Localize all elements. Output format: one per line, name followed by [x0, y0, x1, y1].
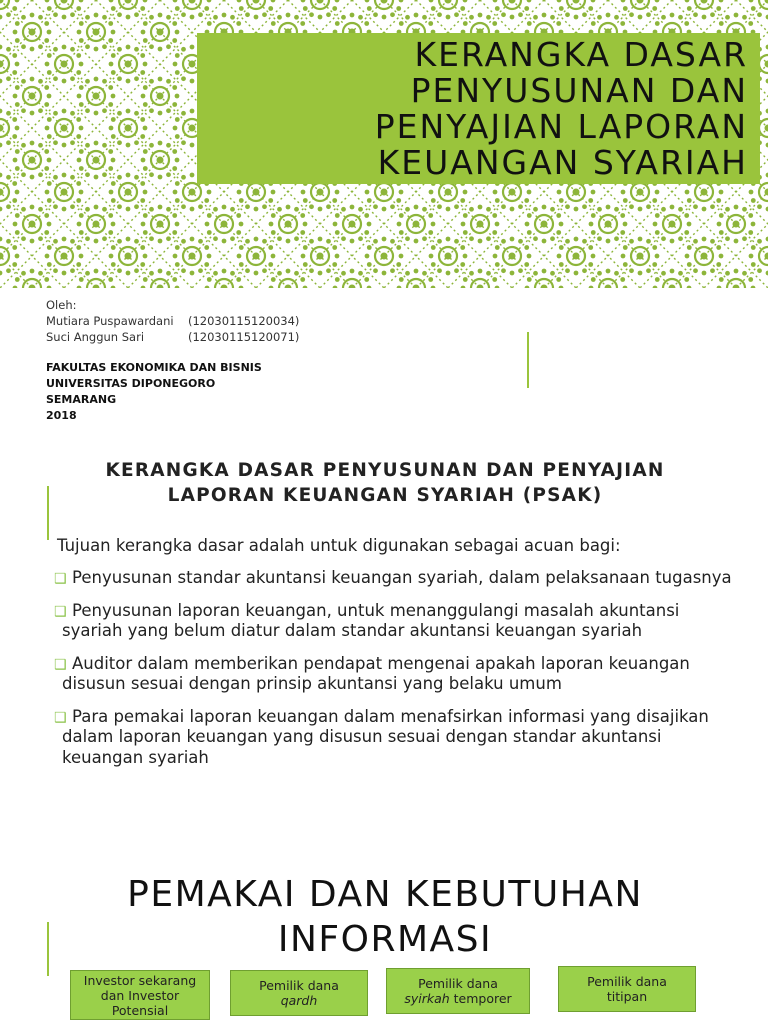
box-line: titipan [606, 989, 648, 1004]
checkbox-bullet-icon: ❑ [54, 656, 67, 673]
checkbox-bullet-icon: ❑ [54, 603, 67, 620]
list-item-text: Penyusunan laporan keuangan, untuk menanggulangi masalah akuntansi syariah yang belum diatur dalam standar akuntansi keuangan syariah [62, 600, 680, 640]
list-item [56, 568, 736, 589]
box-line [231, 993, 367, 1008]
list-item-text: Para pemakai laporan keuangan dalam menafsirkan informasi yang disajikan dalam laporan keuangan yang disusun sesuai dengan standar akuntansi keuangan syariah [62, 706, 709, 767]
box-line [387, 991, 529, 1006]
faculty-line: FAKULTAS EKONOMIKA DAN BISNIS [46, 361, 262, 374]
title-line: KERANGKA DASAR [414, 35, 748, 74]
title-line: PENYAJIAN LAPORAN [374, 107, 748, 146]
faculty-line: 2018 [46, 409, 77, 422]
byline-label: Oleh: [46, 298, 77, 312]
user-box-investor [70, 970, 210, 1020]
slide-title-line: PEMAKAI DAN KEBUTUHAN [127, 874, 643, 915]
author-name: Suci Anggun Sari [46, 330, 145, 344]
box-line: Pemilik dana [259, 978, 339, 993]
checkbox-bullet-icon: ❑ [54, 709, 67, 726]
accent-divider [47, 922, 49, 976]
title-slide [0, 0, 768, 452]
slide-title [60, 872, 710, 962]
slide-title-line: KERANGKA DASAR PENYUSUNAN DAN PENYAJIAN [105, 460, 665, 481]
faculty-info [46, 360, 262, 424]
author-row [46, 313, 299, 329]
accent-divider [47, 486, 49, 540]
user-box-titipan [558, 966, 696, 1012]
author-id: (12030115120034) [188, 314, 300, 328]
box-line: Pemilik dana [587, 974, 667, 989]
checkbox-bullet-icon: ❑ [54, 571, 67, 587]
intro-text: Tujuan kerangka dasar adalah untuk digunakan sebagai acuan bagi: [57, 536, 621, 555]
faculty-line: SEMARANG [46, 393, 117, 406]
box-line: Investor sekarang [83, 972, 197, 988]
box-line: Potensial [111, 1002, 169, 1018]
list-item [56, 654, 736, 695]
user-box-qardh [230, 970, 368, 1016]
faculty-line: UNIVERSITAS DIPONEGORO [46, 377, 216, 390]
user-box-syirkah [386, 968, 530, 1014]
slide-title-line: LAPORAN KEUANGAN SYARIAH (PSAK) [167, 485, 603, 506]
accent-divider [527, 332, 529, 388]
author-name: Mutiara Puspawardani [46, 314, 174, 328]
title-line: KEUANGAN SYARIAH [377, 143, 748, 182]
box-line-rest: temporer [449, 991, 512, 1006]
list-item [56, 601, 736, 642]
box-italic-term: qardh [280, 993, 318, 1008]
author-id: (12030115120071) [188, 330, 300, 344]
box-line: dan Investor [100, 987, 180, 1003]
purpose-list [56, 568, 736, 780]
list-item-text: Auditor dalam memberikan pendapat mengenai apakah laporan keuangan disusun sesuai dengan prinsip akuntansi yang belaku umum [62, 653, 690, 693]
slide-title-line: INFORMASI [277, 919, 493, 960]
box-italic-term: syirkah [404, 991, 450, 1006]
author-row [46, 329, 299, 345]
list-item-text: Penyusunan standar akuntansi keuangan syariah, dalam pelaksanaan tugasnya [72, 568, 732, 587]
title-line: PENYUSUNAN DAN [410, 71, 748, 110]
content-slide [0, 452, 768, 842]
users-slide [0, 842, 768, 1024]
title-box [197, 33, 760, 184]
list-item [56, 707, 736, 769]
byline [46, 297, 299, 345]
box-line: Pemilik dana [418, 976, 498, 991]
slide-title [60, 458, 710, 508]
